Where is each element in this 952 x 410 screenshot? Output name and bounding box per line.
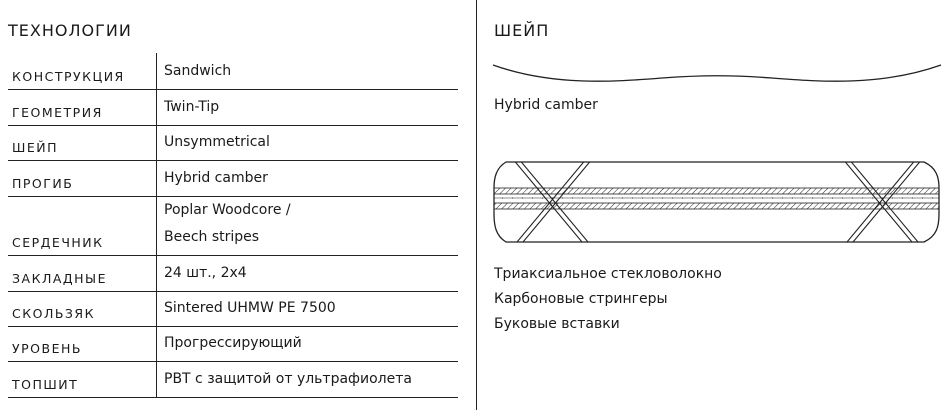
table-row: [8, 160, 458, 196]
spec-key: ПРОГИБ: [8, 160, 157, 196]
spec-key: УРОВЕНЬ: [8, 326, 157, 361]
spec-value-line: Beech stripes: [164, 228, 260, 245]
camber-profile-icon: [492, 58, 942, 88]
table-row: [8, 291, 458, 326]
table-row: [8, 125, 458, 160]
table-row: [8, 361, 458, 397]
spec-value: Twin-Tip: [157, 89, 459, 125]
spec-value: Hybrid camber: [157, 160, 459, 196]
spec-key: ТОПШИТ: [8, 361, 157, 397]
spec-key: ГЕОМЕТРИЯ: [8, 89, 157, 125]
legend-item: Буковые вставки: [494, 316, 620, 332]
spec-key: ШЕЙП: [8, 125, 157, 160]
shape-title: ШЕЙП: [494, 21, 550, 40]
board-construction-icon: [492, 156, 942, 248]
spec-value: Unsymmetrical: [157, 125, 459, 160]
technologies-panel: [0, 0, 470, 410]
spec-value: Sintered UHMW PE 7500: [157, 291, 459, 326]
spec-value-line: Poplar Woodcore /: [164, 201, 291, 218]
technologies-title: ТЕХНОЛОГИИ: [8, 21, 132, 40]
table-row: [8, 89, 458, 125]
spec-key: СЕРДЕЧНИК: [8, 196, 157, 255]
table-row: [8, 326, 458, 361]
spec-key: ЗАКЛАДНЫЕ: [8, 255, 157, 291]
spec-value: Sandwich: [157, 53, 459, 89]
spec-value: 24 шт., 2x4: [157, 255, 459, 291]
table-row: [8, 196, 458, 255]
shape-panel: [477, 0, 952, 410]
spec-key: КОНСТРУКЦИЯ: [8, 53, 157, 89]
spec-value: Прогрессирующий: [157, 326, 459, 361]
specs-table: [8, 53, 458, 398]
spec-key: СКОЛЬЗЯК: [8, 291, 157, 326]
legend-item: Триаксиальное стекловолокно: [494, 266, 722, 282]
spec-value: [157, 196, 459, 255]
table-row: [8, 53, 458, 89]
table-row: [8, 255, 458, 291]
legend: [494, 262, 722, 337]
profile-label: Hybrid camber: [494, 97, 598, 113]
spec-value: PBT с защитой от ультрафиолета: [157, 361, 459, 397]
legend-item: Карбоновые стрингеры: [494, 291, 668, 307]
